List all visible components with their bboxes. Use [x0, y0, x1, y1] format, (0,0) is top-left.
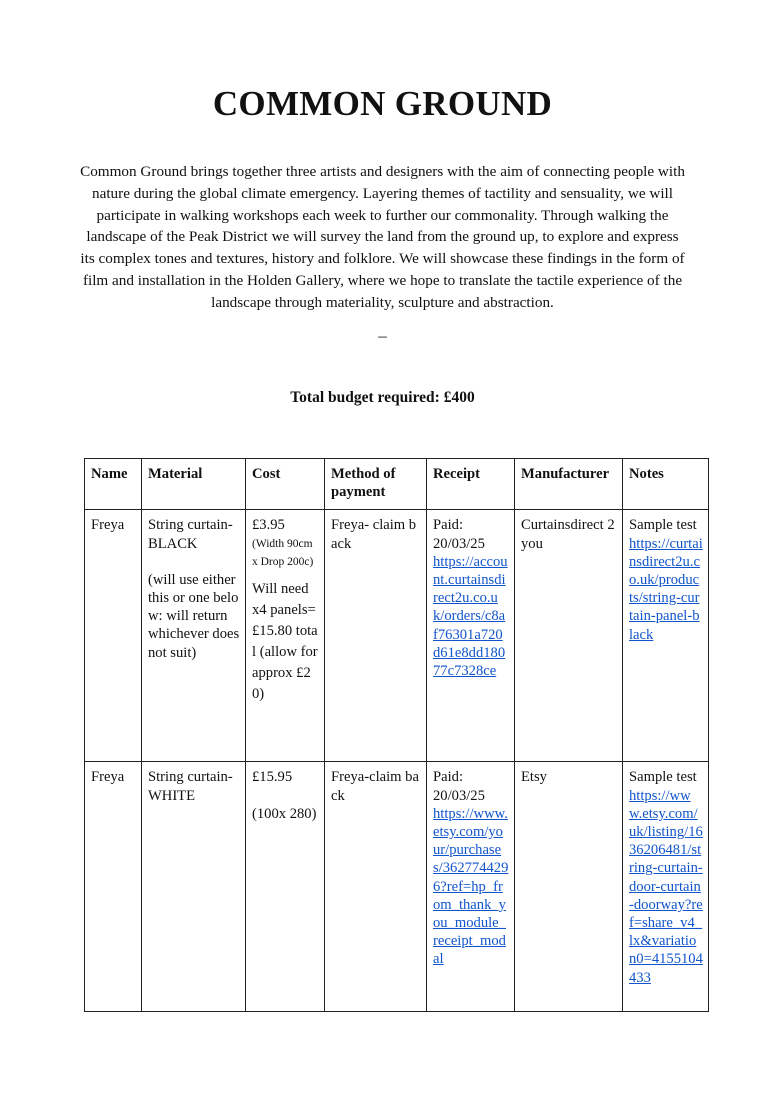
cell-manufacturer — [515, 510, 623, 762]
cell-receipt — [427, 762, 515, 1012]
budget-table — [84, 458, 709, 1012]
receipt-link[interactable]: https://www.etsy.com/your/purchases/3627744296?ref=hp_from_thank_you_module_receipt_modal — [433, 805, 509, 968]
cell-material — [142, 762, 246, 1012]
section-separator: – — [378, 326, 387, 345]
header-material: Material — [142, 459, 246, 510]
receipt-status: Paid: 20/03/25 — [433, 769, 485, 804]
header-name: Name — [85, 459, 142, 510]
material-note: (will use either this or one below: will return whichever does not suit) — [148, 571, 240, 661]
cell-manufacturer — [515, 762, 623, 1012]
cell-name — [85, 762, 142, 1012]
table-header-row — [85, 459, 709, 510]
header-manufacturer: Manufacturer — [515, 459, 623, 510]
cell-cost — [246, 762, 325, 1012]
receipt-status: Paid: 20/03/25 — [433, 517, 485, 552]
material-text: String curtain- WHITE — [148, 769, 233, 804]
cell-cost — [246, 510, 325, 762]
name-text: Freya — [91, 517, 125, 534]
manufacturer-text: Etsy — [521, 769, 547, 786]
notes-link[interactable]: https://www.etsy.com/uk/listing/1636206481/string-curtain-door-curtain-doorway?ref=share_v4_lx&variation0=4155104433 — [629, 787, 703, 986]
cell-method — [325, 510, 427, 762]
material-text: String curtain- BLACK — [148, 517, 233, 552]
cost-text: £3.95 — [252, 517, 285, 534]
total-budget: Total budget required: £400 — [290, 389, 475, 406]
cell-material — [142, 510, 246, 762]
header-notes: Notes — [623, 459, 709, 510]
cost-dimensions: (Width 90cm x Drop 200c) — [252, 537, 314, 568]
cell-notes — [623, 762, 709, 1012]
method-text: Freya- claim back — [331, 517, 417, 552]
cost-note: Will need x4 panels= £15.80 total (allow for approx £20) — [252, 580, 318, 702]
intro-paragraph: Common Ground brings together three artists and designers with the aim of connecting people with nature during the global climate emergency. Layering themes of tactility and sensuality, we will participate in walking workshops each week to further our commonality. Through walking the landscape of the Peak District we will survey the land from the ground up, to explore and express its complex tones and textures, history and folklore. We will showcase these findings in the form of film and installation in the Holden Gallery, where we hope to translate the tactile experience of the landscape through materiality, sculpture and abstraction. — [80, 163, 685, 311]
header-receipt: Receipt — [427, 459, 515, 510]
cost-note: (100x 280) — [252, 805, 317, 822]
cell-name — [85, 510, 142, 762]
cell-notes — [623, 510, 709, 762]
header-cost: Cost — [246, 459, 325, 510]
table-row — [85, 510, 709, 762]
method-text: Freya-claim back — [331, 769, 419, 804]
cost-text: £15.95 — [252, 769, 293, 786]
notes-label: Sample test — [629, 517, 697, 534]
cell-receipt — [427, 510, 515, 762]
receipt-link[interactable]: https://account.curtainsdirect2u.co.uk/orders/c8af76301a720d61e8dd18077c7328ce — [433, 553, 508, 680]
table-row — [85, 762, 709, 1012]
notes-label: Sample test — [629, 769, 697, 786]
manufacturer-text: Curtainsdirect 2you — [521, 517, 615, 552]
notes-link[interactable]: https://curtainsdirect2u.co.uk/products/string-curtain-panel-black — [629, 535, 703, 643]
cell-method — [325, 762, 427, 1012]
document-title: COMMON GROUND — [212, 84, 553, 123]
header-method: Method of payment — [325, 459, 427, 510]
name-text: Freya — [91, 769, 125, 786]
